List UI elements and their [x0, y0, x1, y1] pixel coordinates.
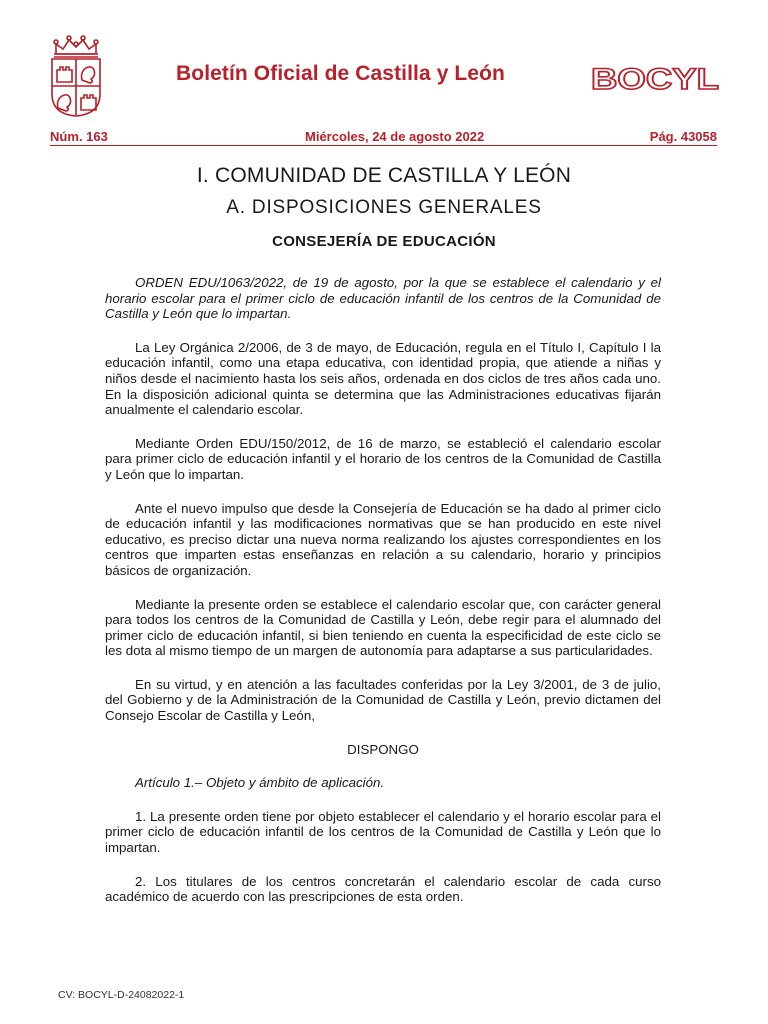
page-number: Pág. 43058 [649, 129, 717, 144]
section-heading-level1: I. COMUNIDAD DE CASTILLA Y LEÓN [196, 164, 572, 187]
body-paragraph: En su virtud, y en atención a las facultades conferidas por la Ley 3/2001, de 3 de julio, del Gobierno y de la Administración de la Comunidad de Castilla y León, previo dictamen del Consejo Escolar de Castilla y León, [105, 676, 661, 724]
cv-code: CV: BOCYL-D-24082022-1 [58, 989, 185, 1001]
section-heading-level2: A. DISPOSICIONES GENERALES [226, 197, 542, 218]
article-paragraph: 2. Los titulares de los centros concretarán el calendario escolar de cada curso académico de acuerdo con las prescripciones de esta orden. [105, 873, 661, 905]
issue-date: Miércoles, 24 de agosto 2022 [305, 129, 485, 144]
article-paragraph: 1. La presente orden tiene por objeto establecer el calendario y el horario escolar para el primer ciclo de educación infantil de los centros de la Comunidad de Castilla y León que lo impartan. [105, 808, 661, 856]
logo-text: BOCYL [591, 63, 719, 93]
issue-number: Núm. 163 [50, 129, 108, 144]
issue-meta-row [50, 129, 717, 143]
body-paragraph: La Ley Orgánica 2/2006, de 3 de mayo, de Educación, regula en el Título I, Capítulo I la educación infantil, como una etapa educativa, con identidad propia, que atiende a niñas y niños desde el nacimiento hasta los seis años, ordenada en dos ciclos de tres años cada uno. En la disposición adicional quinta se determina que las Administraciones educativas fijarán anualmente el calendario escolar. [105, 339, 661, 418]
body-paragraph: Mediante Orden EDU/150/2012, de 16 de marzo, se estableció el calendario escolar para primer ciclo de educación infantil y el horario de los centros de la Comunidad de Castilla y León que lo impartan. [105, 435, 661, 482]
body-paragraph: Ante el nuevo impulso que desde la Consejería de Educación se ha dado al primer ciclo de educación infantil y las modificaciones normativas que se han producido en este nivel educativo, es preciso dictar una nueva norma realizando los ajustes correspondientes en los centros que imparten estas enseñanzas en relación a su calendario, horario y principios básicos de organización. [105, 500, 661, 578]
document-header [0, 0, 768, 144]
article-heading: Artículo 1.– Objeto y ámbito de aplicación. [135, 775, 385, 791]
document-body [105, 275, 661, 923]
dispongo-heading: DISPONGO [347, 741, 419, 757]
department-heading: CONSEJERÍA DE EDUCACIÓN [272, 233, 496, 250]
bocyl-logo [591, 63, 719, 93]
coat-of-arms-icon [46, 34, 106, 118]
body-paragraph: Mediante la presente orden se establece el calendario escolar que, con carácter general para todos los centros de la Comunidad de Castilla y León, debe regir para el alumnado del primer ciclo de educación infantil, si bien teniendo en cuenta la especificidad de este ciclo se les dota al mismo tiempo de un margen de autonomía para adaptarse a sus particularidades. [105, 596, 661, 659]
publication-title: Boletín Oficial de Castilla y León [176, 62, 505, 85]
order-title-paragraph: ORDEN EDU/1063/2022, de 19 de agosto, por la que se establece el calendario y el horario escolar para el primer ciclo de educación infantil de los centros de la Comunidad de Castilla y León que lo impartan. [105, 275, 661, 322]
header-divider [50, 145, 717, 146]
